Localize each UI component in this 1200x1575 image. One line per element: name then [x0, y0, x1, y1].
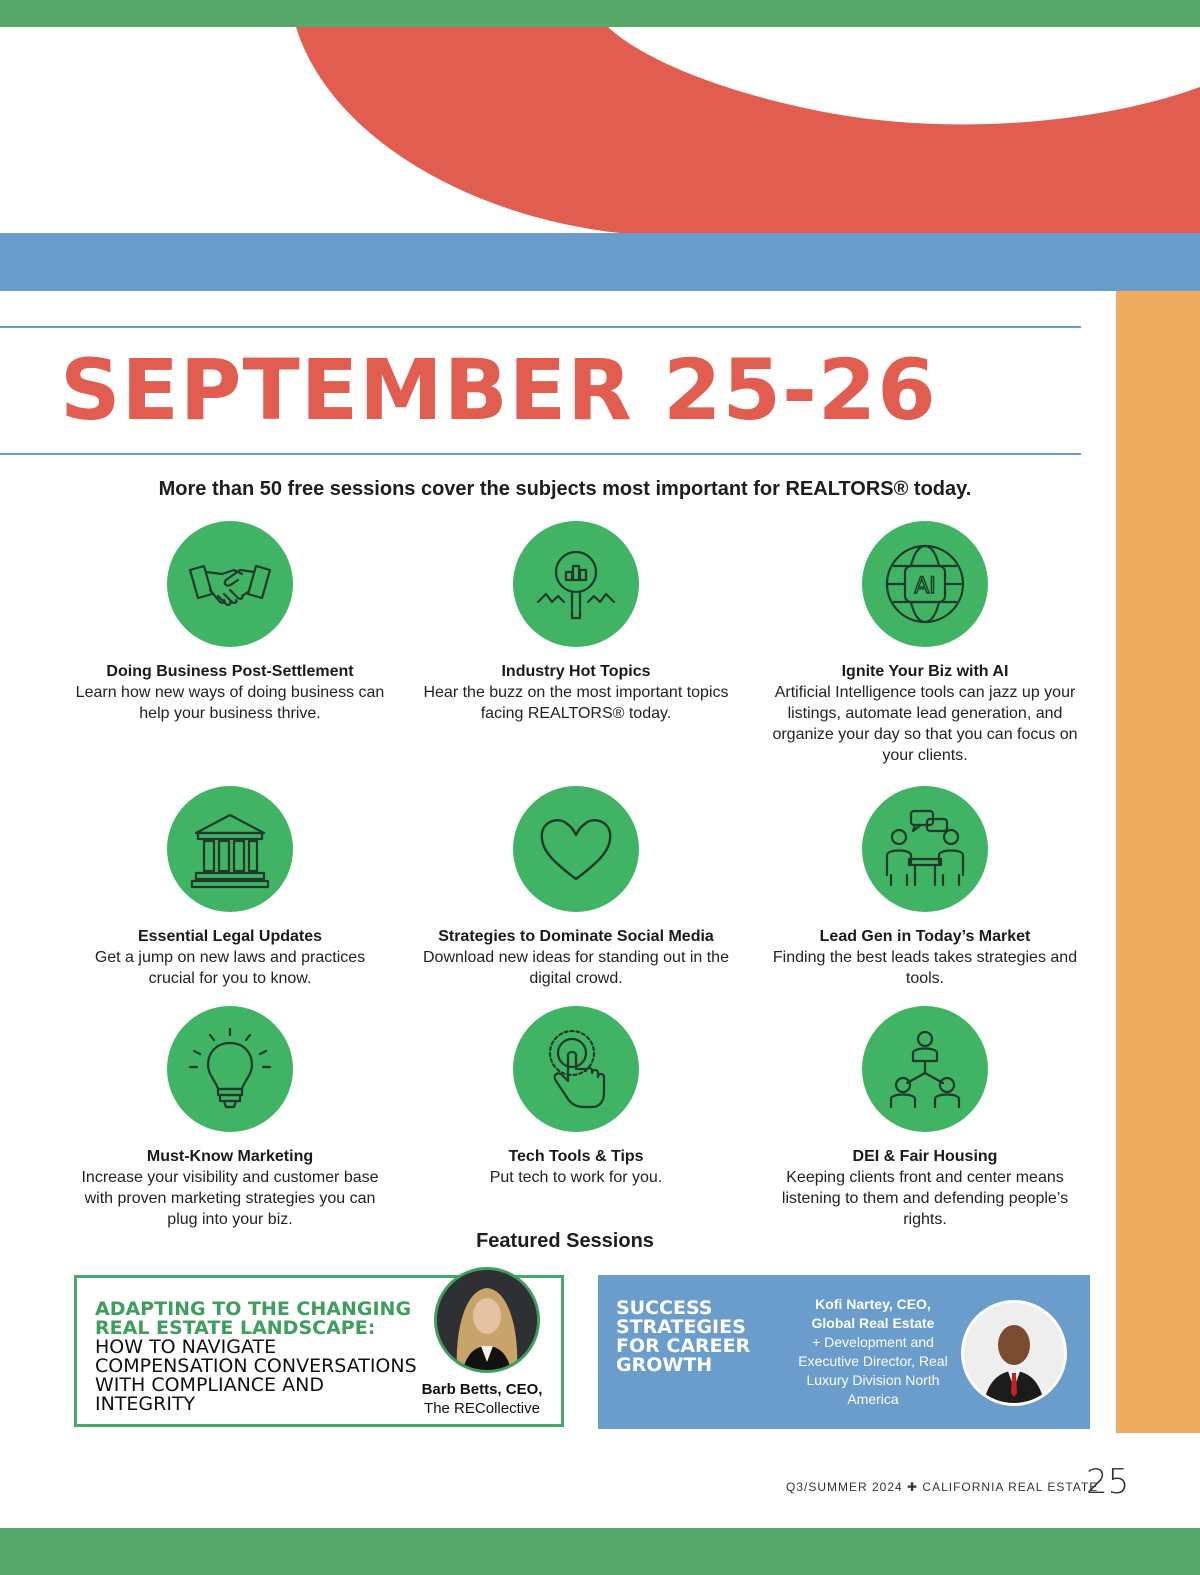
featured-card-title: ADAPTING TO THE CHANGING REAL ESTATE LANDSCAPE:	[95, 1298, 412, 1339]
speaker-org: The RECollective	[424, 1400, 540, 1417]
session-item	[70, 786, 390, 989]
intro-text: More than 50 free sessions cover the subjects most important for REALTORS® today.	[158, 478, 972, 500]
session-title: DEI & Fair Housing	[852, 1148, 998, 1165]
featured-heading: Featured Sessions	[476, 1230, 654, 1252]
magnifier-chart-icon	[513, 521, 639, 647]
decorative-arc	[0, 27, 1200, 237]
session-item	[416, 521, 736, 724]
session-description: Put tech to work for you.	[489, 1169, 663, 1186]
orange-side-bar	[1116, 291, 1200, 1433]
session-title: Must-Know Marketing	[146, 1148, 314, 1165]
speaker-avatar	[961, 1300, 1067, 1406]
speaker-caption	[407, 1380, 557, 1418]
session-description: Download new ideas for standing out in the digital crowd.	[423, 949, 729, 987]
session-item	[765, 1006, 1085, 1230]
session-title: Essential Legal Updates	[137, 928, 323, 945]
session-title: Industry Hot Topics	[501, 663, 651, 680]
session-description: Learn how new ways of doing business can help your business thrive.	[75, 684, 385, 722]
speaker-avatar	[434, 1267, 540, 1373]
session-title: Strategies to Dominate Social Media	[438, 928, 714, 945]
speaker-caption	[788, 1295, 958, 1409]
heart-icon	[513, 786, 639, 912]
people-network-icon	[862, 1006, 988, 1132]
session-description: Get a jump on new laws and practices crucial for you to know.	[94, 949, 366, 987]
session-item	[70, 1006, 390, 1230]
session-item	[416, 1006, 736, 1188]
session-item	[765, 521, 1085, 766]
footer-issue: Q3/SUMMER 2024 ✚ CALIFORNIA REAL ESTATE	[786, 1480, 1099, 1494]
divider-top	[0, 326, 1081, 328]
top-green-stripe	[0, 0, 1200, 27]
session-title: Doing Business Post-Settlement	[106, 663, 354, 680]
touch-hand-icon	[513, 1006, 639, 1132]
meeting-chat-icon	[862, 786, 988, 912]
featured-card-title: SUCCESS STRATEGIES FOR CAREER GROWTH	[616, 1297, 751, 1376]
courthouse-icon	[167, 786, 293, 912]
speaker-org: Global Real Estate	[811, 1315, 935, 1331]
session-description: Hear the buzz on the most important topics facing REALTORS® today.	[423, 684, 729, 722]
session-description: Artificial Intelligence tools can jazz up your listings, automate lead generation, and organize your day so that you can focus on your clients.	[772, 684, 1078, 764]
ai-icon-label: AI	[914, 574, 936, 599]
session-description: Increase your visibility and customer base with proven marketing strategies you can plug into your biz.	[81, 1169, 379, 1228]
featured-card-adapting	[74, 1275, 564, 1427]
page-title: SEPTEMBER 25-26	[60, 341, 937, 439]
featured-card-success	[598, 1275, 1090, 1429]
speaker-name: Barb Betts, CEO,	[421, 1381, 543, 1398]
session-title: Ignite Your Biz with AI	[841, 663, 1009, 680]
bottom-green-stripe	[0, 1528, 1200, 1575]
session-description: Finding the best leads takes strategies and tools.	[772, 949, 1078, 987]
ai-globe-icon	[862, 521, 988, 647]
blue-band	[0, 233, 1200, 291]
session-title: Lead Gen in Today’s Market	[819, 928, 1031, 945]
session-item	[765, 786, 1085, 989]
divider-bottom	[0, 453, 1081, 455]
page-number: 25	[1086, 1462, 1130, 1502]
handshake-icon	[167, 521, 293, 647]
session-title: Tech Tools & Tips	[508, 1148, 644, 1165]
lightbulb-icon	[167, 1006, 293, 1132]
session-item	[416, 786, 736, 989]
session-item	[70, 521, 390, 724]
speaker-role: + Development and Executive Director, Real Luxury Division North America	[798, 1334, 948, 1407]
featured-card-subtitle: HOW TO NAVIGATE COMPENSATION CONVERSATIONS WITH COMPLIANCE AND INTEGRITY	[95, 1336, 417, 1415]
session-description: Keeping clients front and center means listening to them and defending people’s rights.	[781, 1169, 1069, 1228]
speaker-name: Kofi Nartey, CEO,	[815, 1296, 931, 1312]
